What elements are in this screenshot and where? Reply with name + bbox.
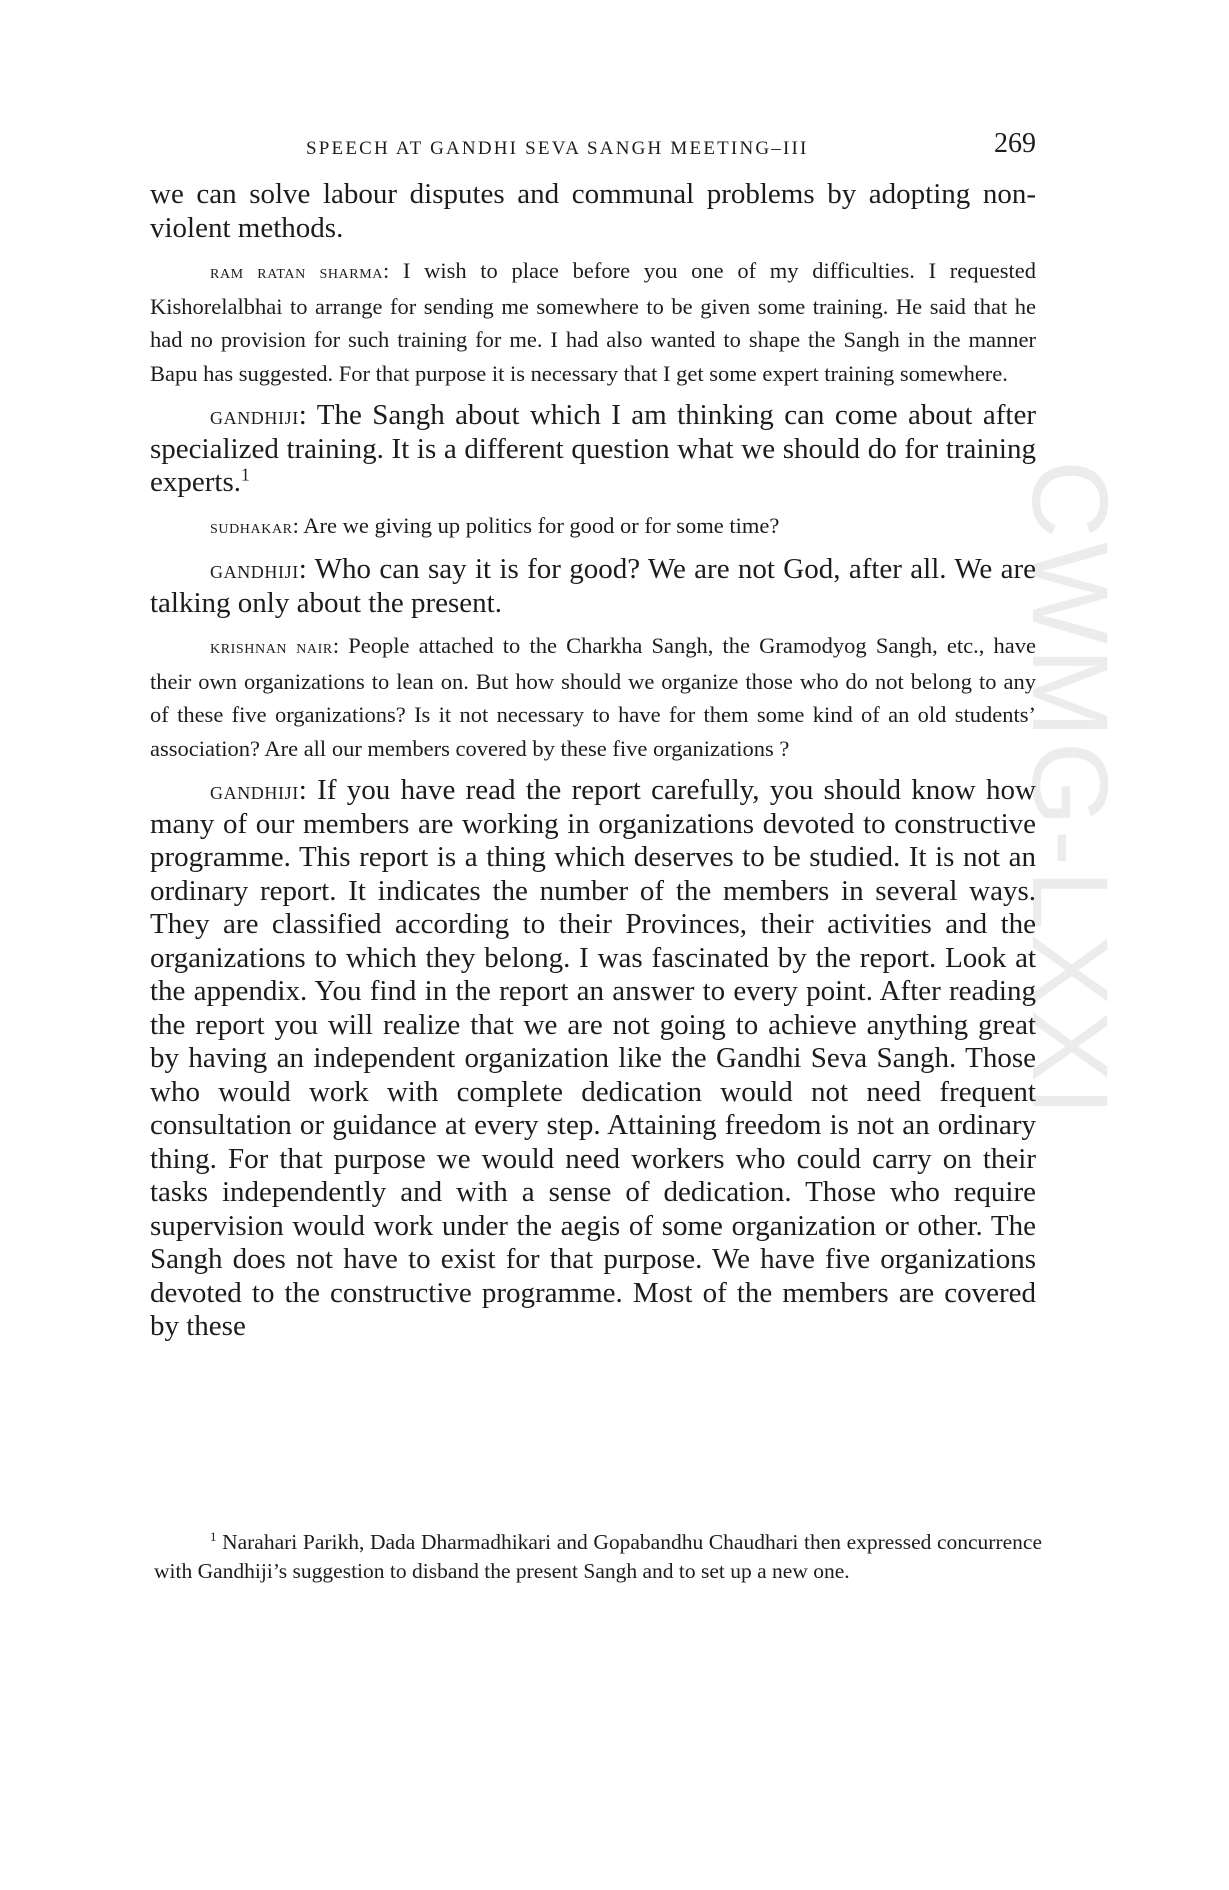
page-number: 269 xyxy=(994,128,1036,159)
speaker-name: gandhiji xyxy=(210,401,299,430)
body-text xyxy=(150,178,1036,1344)
page-header xyxy=(150,128,1036,168)
speaker-name: gandhiji xyxy=(210,555,299,584)
paragraph-gandhiji-1: gandhiji: The Sangh about which I am thinking can come about after specialized training. It is a different question what we should do for training experts.$^1$ xyxy=(150,399,1036,498)
paragraph-sudhakar: sudhakar: Are we giving up politics for good or for some time? xyxy=(210,512,780,538)
paragraph-continuation: we can solve labour disputes and communal problems by adopting non-violent methods. xyxy=(150,178,1036,244)
footnote-marker: 1 xyxy=(210,1529,217,1544)
speaker-name: krishnan nair xyxy=(210,636,333,658)
speaker-name: ram ratan sharma xyxy=(210,261,383,283)
footnotes xyxy=(154,1528,1042,1586)
paragraph-gandhiji-3: gandhiji: If you have read the report carefully, you should know how many of our members are working in organizations devoted to constructive programme. This report is a thing which deserves to be studied. It is not an ordinary report. It indicates the number of the members in several ways. They are classified according to their Provinces, their activities and the organizations to which they belong. I was fascinated by the report. Look at the appendix. You find in the report an answer to every point. After reading the report you will realize that we are not going to achieve anything great by having an independent organization like the Gandhi Seva Sangh. Those who would work with complete dedication would not need frequent consultation or guidance at every step. Attaining freedom is not an ordinary thing. For that purpose we would need workers who could carry on their tasks independently and with a sense of dedication. Those who require supervision would work under the aegis of some organization or other. The Sangh does not have to exist for that purpose. We have five organizations devoted to the constructive programme. Most of the members are covered by these xyxy=(150,774,1036,1342)
running-title: SPEECH AT GANDHI SEVA SANGH MEETING–III xyxy=(306,138,809,159)
speaker-name: gandhiji xyxy=(210,776,299,805)
speaker-name: sudhakar xyxy=(210,515,293,538)
footnote: $^1$ Narahari Parikh, Dada Dharmadhikari and Gopabandhu Chaudhari then expressed concurrence with Gandhiji’s suggestion to disband the present Sangh and to set up a new one. xyxy=(154,1529,1043,1583)
watermark: CWMG-LXXI xyxy=(1010,460,1131,1121)
paragraph-ram-ratan-sharma: ram ratan sharma: I wish to place before you one of my difficulties. I requested Kishorelalbhai to arrange for sending me somewhere to be given some training. He said that he had no provision for such training for me. I had also wanted to shape the Sangh in the manner Bapu has suggested. For that purpose it is necessary that I get some expert training somewhere. xyxy=(150,258,1036,386)
paragraph-gandhiji-2: gandhiji: Who can say it is for good? We are not God, after all. We are talking only about the present. xyxy=(150,553,1036,619)
footnote-reference[interactable]: 1 xyxy=(241,464,250,485)
paragraph-krishnan-nair: krishnan nair: People attached to the Charkha Sangh, the Gramodyog Sangh, etc., have their own organizations to lean on. But how should we organize those who do not belong to any of these five organizations? Is it not necessary to have for them some kind of an old students’ association? Are all our members covered by these five organizations ? xyxy=(150,633,1036,761)
